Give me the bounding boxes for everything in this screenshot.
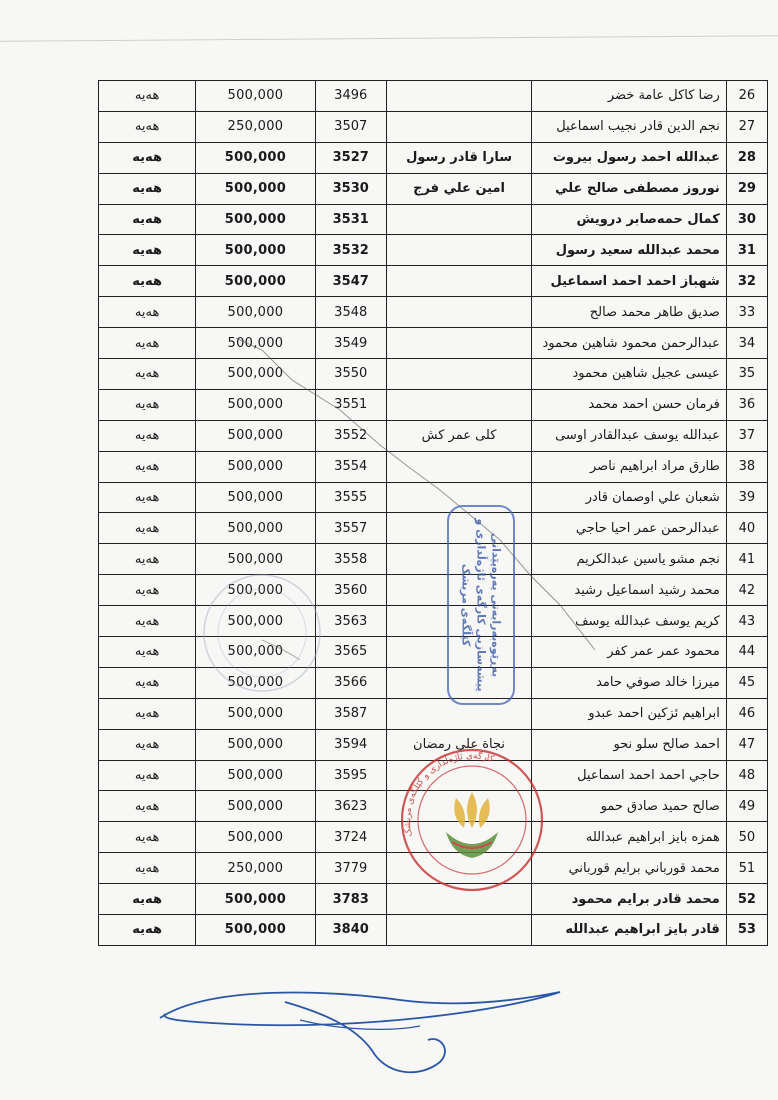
name-cell: فرمان حسن احمد محمد	[532, 389, 727, 420]
row-number-cell: 37	[726, 420, 767, 451]
status-cell: هەیە	[99, 173, 196, 204]
name-cell: محمد قادر برايم محمود	[532, 884, 727, 915]
representative-cell: امين علي فرج	[386, 173, 531, 204]
amount-cell: 500,000	[196, 544, 315, 575]
table-row	[99, 544, 768, 575]
code-cell: 3623	[315, 791, 386, 822]
code-cell: 3496	[315, 81, 386, 112]
code-cell: 3552	[315, 420, 386, 451]
code-cell: 3507	[315, 111, 386, 142]
code-cell: 3595	[315, 760, 386, 791]
status-cell: هەیە	[99, 822, 196, 853]
amount-cell: 500,000	[196, 637, 315, 668]
row-number-cell: 35	[726, 359, 767, 390]
amount-cell: 500,000	[196, 915, 315, 946]
code-cell: 3779	[315, 853, 386, 884]
status-cell: هەیە	[99, 204, 196, 235]
representative-cell	[386, 791, 531, 822]
table-body	[99, 81, 768, 946]
name-cell: نجم الدين قادر نجيب اسماعيل	[532, 111, 727, 142]
table-row	[99, 235, 768, 266]
name-cell: رضا كاكل عامة خضر	[532, 81, 727, 112]
status-cell: هەیە	[99, 451, 196, 482]
name-cell: محمد قورباني برايم قورباني	[532, 853, 727, 884]
table-row	[99, 822, 768, 853]
code-cell: 3563	[315, 606, 386, 637]
table-row	[99, 853, 768, 884]
table-row	[99, 637, 768, 668]
row-number-cell: 52	[726, 884, 767, 915]
row-number-cell: 50	[726, 822, 767, 853]
status-cell: هەیە	[99, 266, 196, 297]
code-cell: 3560	[315, 575, 386, 606]
row-number-cell: 26	[726, 81, 767, 112]
red-stamp-text: کارگەی ئاژەڵداری و کێڵگەی مریشک	[402, 751, 496, 838]
code-cell: 3783	[315, 884, 386, 915]
representative-cell	[386, 822, 531, 853]
amount-cell: 500,000	[196, 81, 315, 112]
representative-cell	[386, 359, 531, 390]
code-cell: 3557	[315, 513, 386, 544]
amount-cell: 500,000	[196, 451, 315, 482]
row-number-cell: 36	[726, 389, 767, 420]
amount-cell: 500,000	[196, 389, 315, 420]
amount-cell: 500,000	[196, 482, 315, 513]
amount-cell: 500,000	[196, 297, 315, 328]
status-cell: هەیە	[99, 884, 196, 915]
page-edge-line	[0, 35, 778, 41]
name-cell: قادر بايز ابراهيم عبدالله	[532, 915, 727, 946]
representative-cell	[386, 760, 531, 791]
status-cell: هەیە	[99, 791, 196, 822]
table-row	[99, 81, 768, 112]
representative-cell: سارا قادر رسول	[386, 142, 531, 173]
row-number-cell: 48	[726, 760, 767, 791]
status-cell: هەیە	[99, 420, 196, 451]
amount-cell: 250,000	[196, 111, 315, 142]
name-cell: ميرزا خالد صوفي حامد	[532, 667, 727, 698]
status-cell: هەیە	[99, 297, 196, 328]
status-cell: هەیە	[99, 389, 196, 420]
table-row	[99, 204, 768, 235]
representative-cell	[386, 884, 531, 915]
representative-cell	[386, 266, 531, 297]
amount-cell: 500,000	[196, 760, 315, 791]
representative-cell	[386, 328, 531, 359]
name-cell: عبدالرحمن محمود شاهين محمود	[532, 328, 727, 359]
code-cell: 3532	[315, 235, 386, 266]
status-cell: هەیە	[99, 81, 196, 112]
name-cell: عبدالله يوسف عبدالقادر اوسى	[532, 420, 727, 451]
table-row	[99, 111, 768, 142]
amount-cell: 250,000	[196, 853, 315, 884]
table-row	[99, 359, 768, 390]
code-cell: 3549	[315, 328, 386, 359]
code-cell: 3724	[315, 822, 386, 853]
representative-cell	[386, 297, 531, 328]
row-number-cell: 51	[726, 853, 767, 884]
amount-cell: 500,000	[196, 359, 315, 390]
status-cell: هەیە	[99, 606, 196, 637]
status-cell: هەیە	[99, 328, 196, 359]
amount-cell: 500,000	[196, 791, 315, 822]
row-number-cell: 46	[726, 698, 767, 729]
row-number-cell: 49	[726, 791, 767, 822]
name-cell: محمود عمر عمر كفر	[532, 637, 727, 668]
amount-cell: 500,000	[196, 729, 315, 760]
amount-cell: 500,000	[196, 822, 315, 853]
row-number-cell: 43	[726, 606, 767, 637]
amount-cell: 500,000	[196, 884, 315, 915]
representative-cell	[386, 915, 531, 946]
code-cell: 3547	[315, 266, 386, 297]
blue-rectangular-stamp	[447, 505, 515, 705]
name-cell: كريم يوسف عبدالله يوسف	[532, 606, 727, 637]
table-row	[99, 297, 768, 328]
status-cell: هەیە	[99, 513, 196, 544]
amount-cell: 500,000	[196, 698, 315, 729]
name-cell: شعبان علي اوصمان قادر	[532, 482, 727, 513]
amount-cell: 500,000	[196, 667, 315, 698]
code-cell: 3531	[315, 204, 386, 235]
representative-cell	[386, 451, 531, 482]
code-cell: 3555	[315, 482, 386, 513]
code-cell: 3550	[315, 359, 386, 390]
table-row	[99, 513, 768, 544]
name-cell: صديق طاهر محمد صالح	[532, 297, 727, 328]
name-cell: نوروز مصطفى صالح علي	[532, 173, 727, 204]
amount-cell: 500,000	[196, 420, 315, 451]
table-row	[99, 482, 768, 513]
code-cell: 3594	[315, 729, 386, 760]
name-cell: همزه بايز ابراهيم عبدالله	[532, 822, 727, 853]
code-cell: 3566	[315, 667, 386, 698]
amount-cell: 500,000	[196, 173, 315, 204]
status-cell: هەیە	[99, 575, 196, 606]
row-number-cell: 42	[726, 575, 767, 606]
name-cell: عبدالرحمن عمر احيا حاجي	[532, 513, 727, 544]
table-row	[99, 729, 768, 760]
representative-cell	[386, 204, 531, 235]
amount-cell: 500,000	[196, 142, 315, 173]
table-row	[99, 791, 768, 822]
row-number-cell: 31	[726, 235, 767, 266]
row-number-cell: 29	[726, 173, 767, 204]
row-number-cell: 38	[726, 451, 767, 482]
representative-cell	[386, 235, 531, 266]
status-cell: هەیە	[99, 142, 196, 173]
beneficiaries-table	[98, 80, 768, 946]
status-cell: هەیە	[99, 482, 196, 513]
name-cell: عبدالله احمد رسول بيروت	[532, 142, 727, 173]
row-number-cell: 39	[726, 482, 767, 513]
status-cell: هەیە	[99, 698, 196, 729]
code-cell: 3548	[315, 297, 386, 328]
name-cell: شهباز احمد احمد اسماعيل	[532, 266, 727, 297]
code-cell: 3558	[315, 544, 386, 575]
row-number-cell: 27	[726, 111, 767, 142]
row-number-cell: 45	[726, 667, 767, 698]
amount-cell: 500,000	[196, 606, 315, 637]
representative-cell	[386, 111, 531, 142]
row-number-cell: 41	[726, 544, 767, 575]
table-row	[99, 667, 768, 698]
representative-cell	[386, 853, 531, 884]
name-cell: صالح حميد صادق حمو	[532, 791, 727, 822]
code-cell: 3530	[315, 173, 386, 204]
name-cell: ابراهيم ئزكين احمد عبدو	[532, 698, 727, 729]
code-cell: 3527	[315, 142, 386, 173]
table-row	[99, 420, 768, 451]
table-row	[99, 142, 768, 173]
status-cell: هەیە	[99, 235, 196, 266]
table-row	[99, 575, 768, 606]
name-cell: احمد صالح سلو نحو	[532, 729, 727, 760]
table-row	[99, 328, 768, 359]
representative-cell	[386, 389, 531, 420]
table-row	[99, 698, 768, 729]
amount-cell: 500,000	[196, 266, 315, 297]
status-cell: هەیە	[99, 544, 196, 575]
row-number-cell: 34	[726, 328, 767, 359]
status-cell: هەیە	[99, 760, 196, 791]
representative-cell: نجاة علي رمضان	[386, 729, 531, 760]
name-cell: طارق مراد ابراهيم ناصر	[532, 451, 727, 482]
code-cell: 3587	[315, 698, 386, 729]
status-cell: هەیە	[99, 915, 196, 946]
amount-cell: 500,000	[196, 328, 315, 359]
table-row	[99, 606, 768, 637]
table-row	[99, 389, 768, 420]
blue-stamp-text: بەڕێوەبەرایەتی پەرەپێدانی پیشەسازیی کارگەی ئاژەڵداری و کێڵگەی مریشک	[459, 518, 503, 692]
table-row	[99, 173, 768, 204]
name-cell: عيسى عجيل شاهين محمود	[532, 359, 727, 390]
row-number-cell: 47	[726, 729, 767, 760]
row-number-cell: 40	[726, 513, 767, 544]
code-cell: 3840	[315, 915, 386, 946]
status-cell: هەیە	[99, 667, 196, 698]
status-cell: هەیە	[99, 637, 196, 668]
representative-cell: كلى عمر كش	[386, 420, 531, 451]
table-row	[99, 915, 768, 946]
status-cell: هەیە	[99, 359, 196, 390]
status-cell: هەیە	[99, 853, 196, 884]
row-number-cell: 33	[726, 297, 767, 328]
row-number-cell: 28	[726, 142, 767, 173]
code-cell: 3551	[315, 389, 386, 420]
row-number-cell: 32	[726, 266, 767, 297]
row-number-cell: 53	[726, 915, 767, 946]
name-cell: كمال حمەصابر درويش	[532, 204, 727, 235]
representative-cell	[386, 81, 531, 112]
row-number-cell: 44	[726, 637, 767, 668]
table-row	[99, 760, 768, 791]
name-cell: محمد عبدالله سعيد رسول	[532, 235, 727, 266]
code-cell: 3554	[315, 451, 386, 482]
amount-cell: 500,000	[196, 204, 315, 235]
name-cell: نجم مشو ياسين عبدالكريم	[532, 544, 727, 575]
name-cell: حاجي احمد احمد اسماعيل	[532, 760, 727, 791]
table-row	[99, 266, 768, 297]
table-row	[99, 884, 768, 915]
status-cell: هەیە	[99, 729, 196, 760]
amount-cell: 500,000	[196, 513, 315, 544]
amount-cell: 500,000	[196, 235, 315, 266]
name-cell: محمد رشيد اسماعيل رشيد	[532, 575, 727, 606]
amount-cell: 500,000	[196, 575, 315, 606]
code-cell: 3565	[315, 637, 386, 668]
status-cell: هەیە	[99, 111, 196, 142]
table-row	[99, 451, 768, 482]
row-number-cell: 30	[726, 204, 767, 235]
